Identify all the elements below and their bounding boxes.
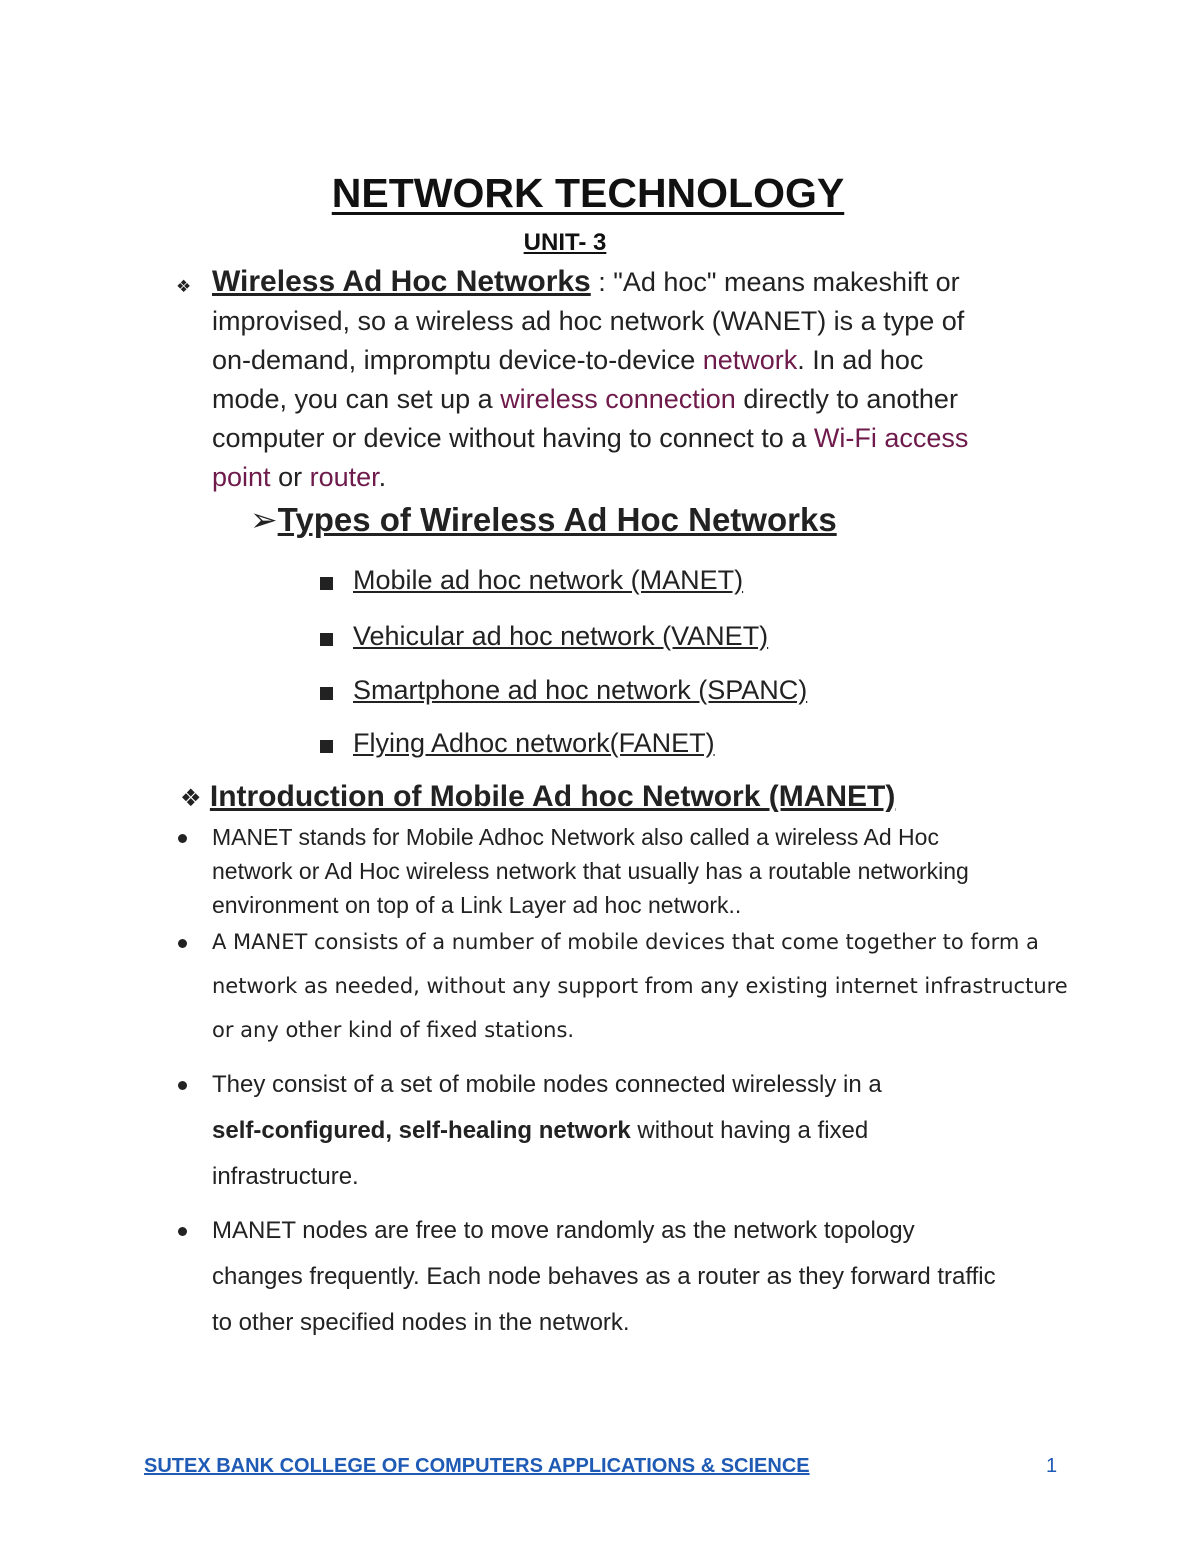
bullet4-line-2: changes frequently. Each node behaves as a router as they forward traffic bbox=[212, 1263, 996, 1290]
bullet1-line-1: MANET stands for Mobile Adhoc Network also called a wireless Ad Hoc bbox=[212, 824, 939, 850]
intro-heading-text: Introduction of Mobile Ad hoc Network (MANET) bbox=[209, 780, 896, 813]
round-bullet-icon bbox=[178, 939, 187, 948]
type-item-fanet[interactable]: Flying Adhoc network(FANET) bbox=[353, 728, 715, 758]
wireless-heading: Wireless Ad Hoc Networks bbox=[212, 265, 591, 298]
wifi-access-link[interactable]: Wi-Fi access bbox=[813, 423, 969, 453]
unit-label: UNIT- 3 bbox=[523, 229, 607, 256]
wireless-line-3 bbox=[212, 345, 923, 376]
wireless-line-4 bbox=[212, 384, 958, 415]
bullet2-line-3: or any other kind of fixed stations. bbox=[212, 1018, 575, 1042]
wireless-line-3-a: on-demand, impromptu device-to-device bbox=[212, 345, 703, 375]
diamond-bullet-icon: ❖ bbox=[176, 277, 192, 296]
arrow-bullet-icon: ➢ bbox=[250, 501, 278, 538]
wireless-line-3-b: . In ad hoc bbox=[797, 345, 924, 375]
bullet4-line-3: to other specified nodes in the network. bbox=[212, 1309, 630, 1336]
square-bullet-icon bbox=[320, 633, 333, 646]
wireless-line-2: improvised, so a wireless ad hoc network (WANET) is a type of bbox=[212, 306, 965, 336]
page-number: 1 bbox=[1046, 1455, 1058, 1477]
round-bullet-icon bbox=[178, 1081, 187, 1090]
wireless-line-5-a: computer or device without having to connect to a bbox=[212, 423, 814, 453]
wireless-line-5 bbox=[212, 423, 968, 454]
types-heading bbox=[250, 500, 837, 539]
bullet1-line-2: network or Ad Hoc wireless network that usually has a routable networking bbox=[212, 858, 969, 884]
round-bullet-icon bbox=[178, 834, 187, 843]
type-item-vanet[interactable]: Vehicular ad hoc network (VANET) bbox=[353, 621, 769, 651]
bullet1-line-3: environment on top of a Link Layer ad hoc network.. bbox=[212, 892, 742, 918]
wifi-access-point-link[interactable]: point bbox=[212, 462, 271, 492]
bullet3-line-2-rest: without having a fixed bbox=[630, 1117, 869, 1144]
network-link[interactable]: network bbox=[702, 345, 798, 375]
footer-college-name: SUTEX BANK COLLEGE OF COMPUTERS APPLICATIONS & SCIENCE bbox=[144, 1455, 810, 1477]
wireless-line-4-b: directly to another bbox=[735, 384, 958, 414]
bullet3-line-2 bbox=[212, 1117, 868, 1145]
square-bullet-icon bbox=[320, 577, 333, 590]
wireless-line-1-text: : "Ad hoc" means makeshift or bbox=[590, 267, 960, 297]
types-heading-text: Types of Wireless Ad Hoc Networks bbox=[277, 501, 837, 538]
intro-heading bbox=[180, 780, 895, 814]
type-item-manet[interactable]: Mobile ad hoc network (MANET) bbox=[353, 565, 744, 595]
wireless-line-6-mid: or bbox=[270, 462, 310, 492]
bullet3-line-1: They consist of a set of mobile nodes connected wirelessly in a bbox=[212, 1071, 882, 1098]
bullet3-bold-text: self-configured, self-healing network bbox=[212, 1117, 631, 1144]
wireless-line-6-end: . bbox=[378, 462, 387, 492]
bullet3-line-3: infrastructure. bbox=[212, 1163, 359, 1190]
diamond-bullet-icon: ❖ bbox=[180, 785, 202, 812]
page-title: NETWORK TECHNOLOGY bbox=[331, 170, 845, 216]
wireless-connection-link[interactable]: wireless connection bbox=[500, 384, 736, 414]
wireless-line-4-a: mode, you can set up a bbox=[212, 384, 501, 414]
type-item-spanc[interactable]: Smartphone ad hoc network (SPANC) bbox=[353, 675, 808, 705]
wireless-line-1 bbox=[212, 265, 960, 299]
square-bullet-icon bbox=[320, 687, 333, 700]
wireless-line-6 bbox=[212, 462, 386, 493]
round-bullet-icon bbox=[178, 1227, 187, 1236]
square-bullet-icon bbox=[320, 740, 333, 753]
router-link[interactable]: router bbox=[309, 462, 379, 492]
bullet4-line-1: MANET nodes are free to move randomly as the network topology bbox=[212, 1217, 915, 1244]
bullet2-line-1: A MANET consists of a number of mobile devices that come together to form a bbox=[212, 930, 1039, 954]
bullet2-line-2: network as needed, without any support from any existing internet infrastructure bbox=[212, 974, 1068, 998]
